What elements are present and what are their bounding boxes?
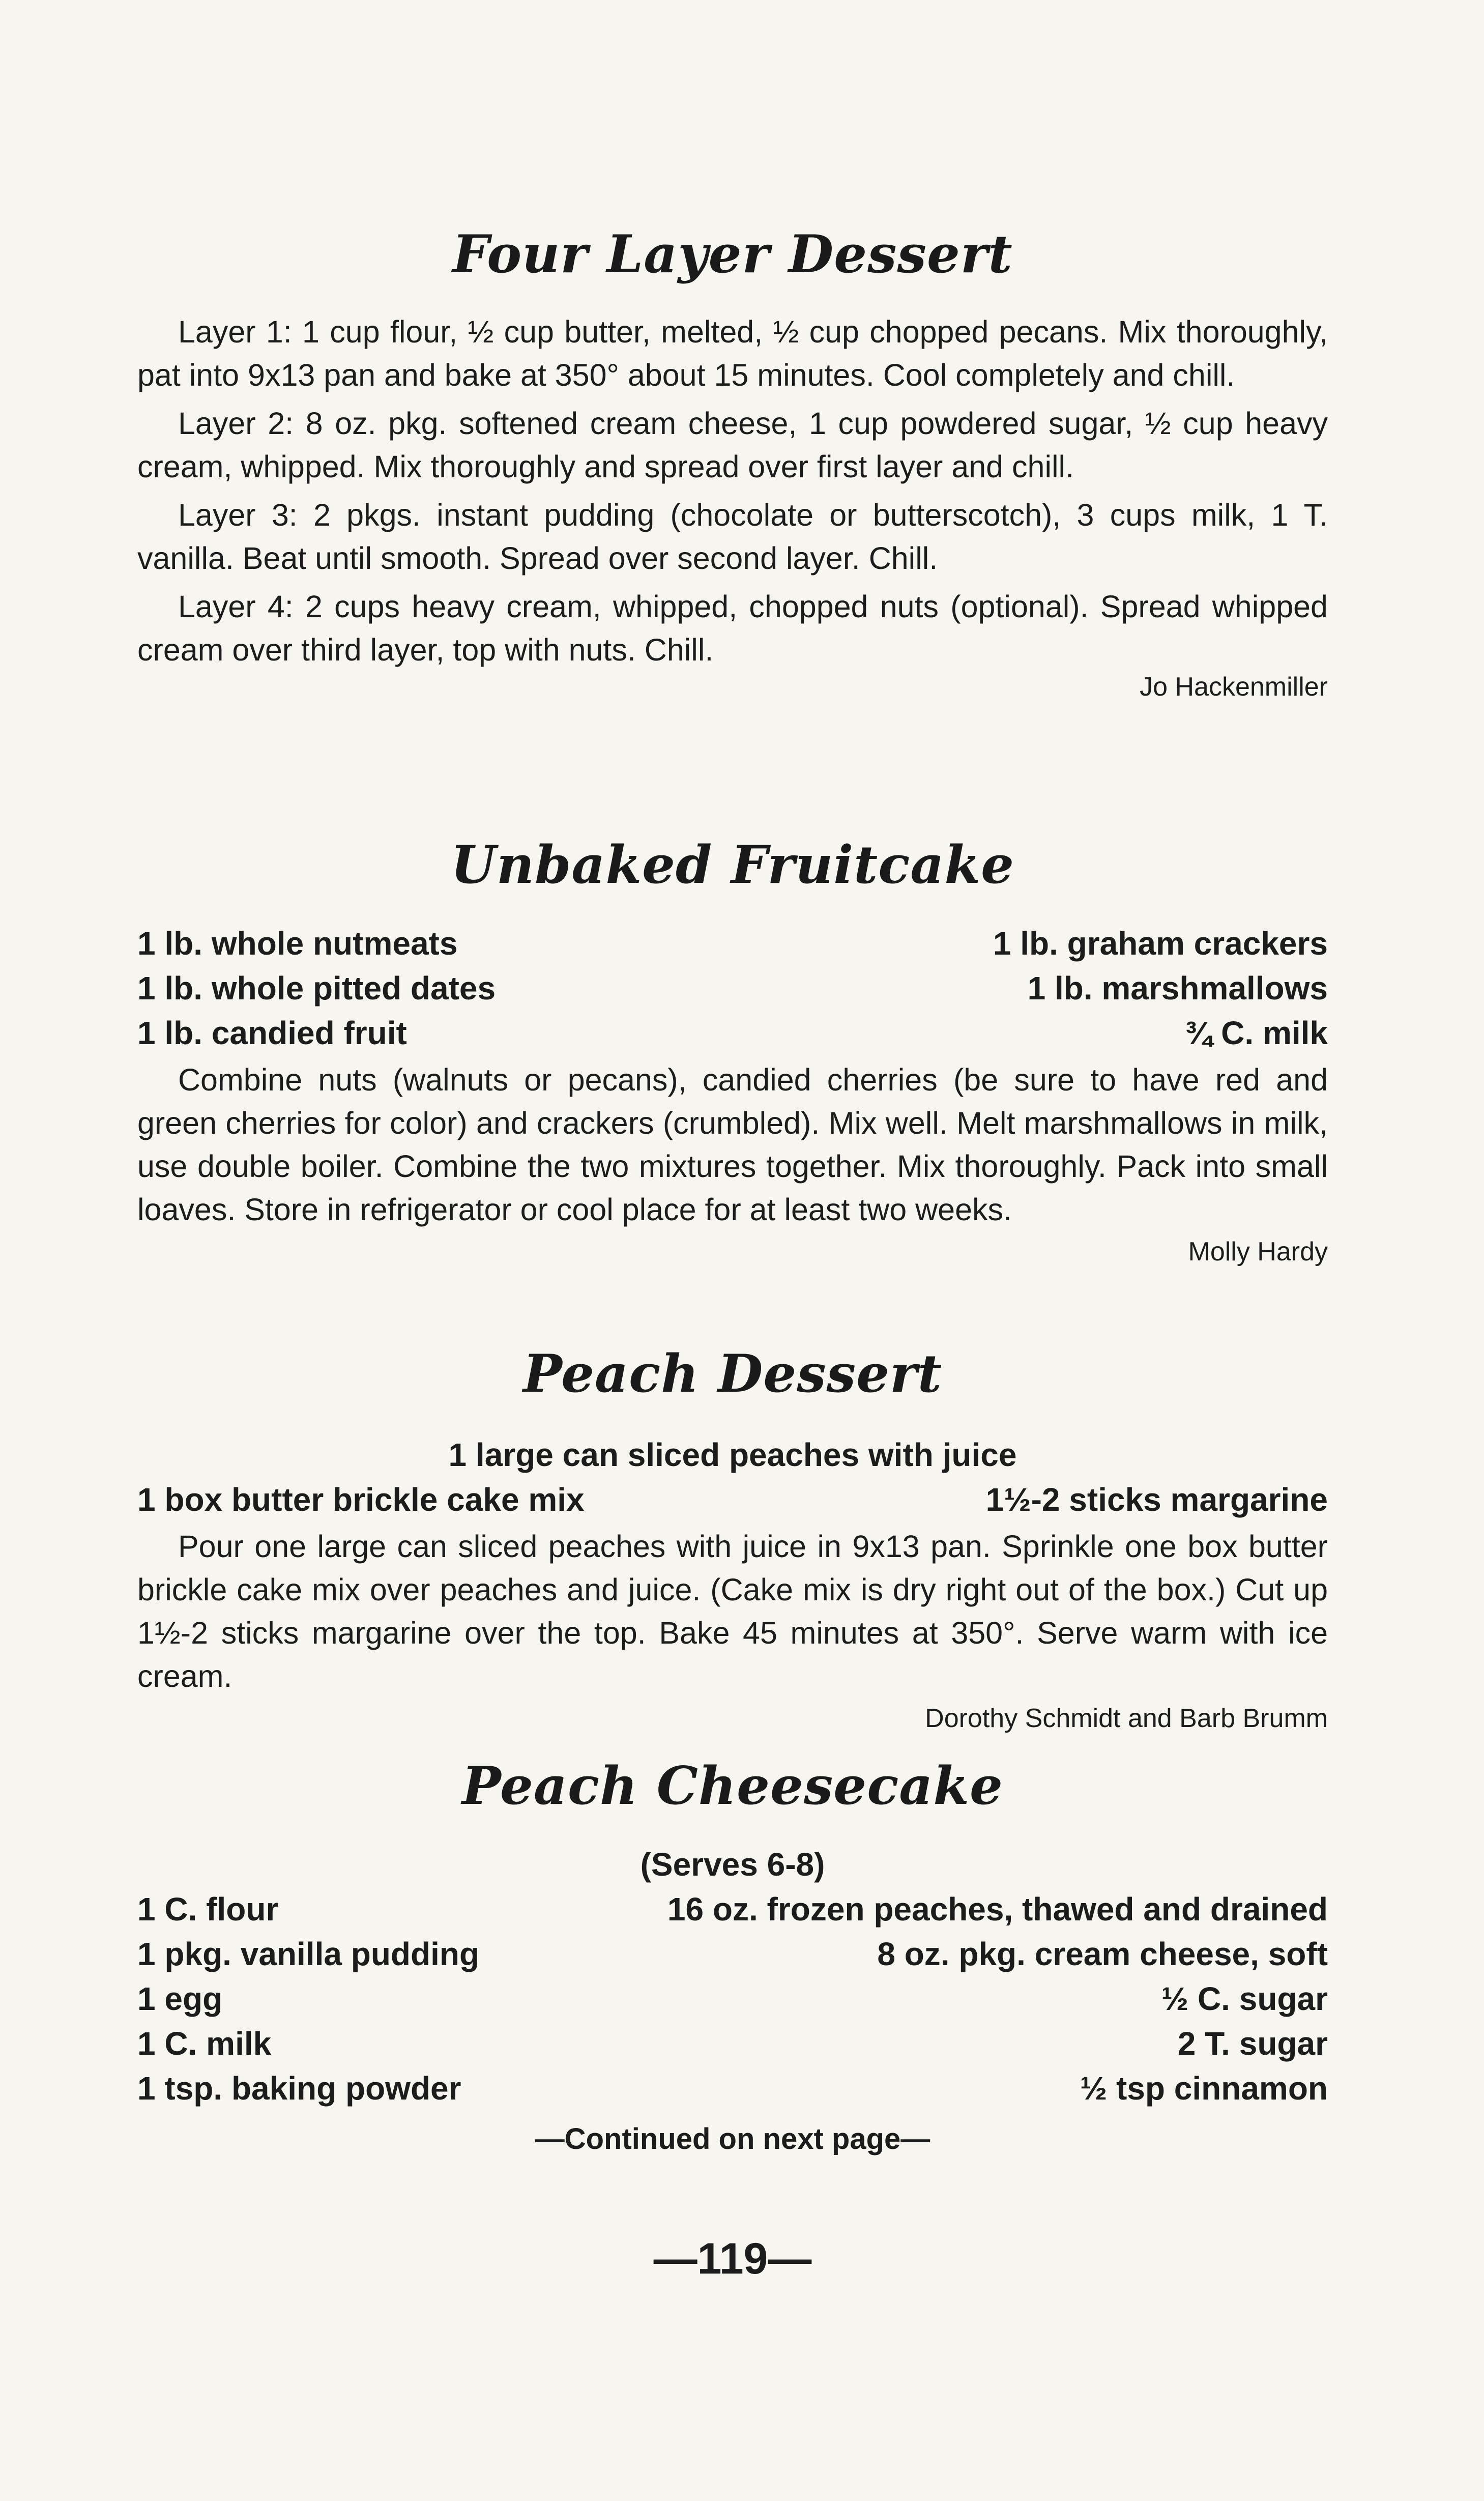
directions-unbaked-fruitcake: Combine nuts (walnuts or pecans), candied cherries (be sure to have red and green cherries for color) and crackers (crumbled). Mix well. Melt marshmallows in milk, use double boiler. Combine the two mixtures together. Mix thoroughly. Pack into small loaves. Store in refrigerator or cool place for at least two weeks. [137,1062,1328,1227]
page-number: —119— [653,2234,812,2283]
ingredient-left: 1 pkg. vanilla pudding [137,1936,480,1972]
ingredient-right: ½ tsp cinnamon [1080,2070,1328,2107]
layer-4-text: Layer 4: 2 cups heavy cream, whipped, chopped nuts (optional). Spread whipped cream over third layer, top with nuts. Chill. [137,589,1328,667]
layer-3-text: Layer 3: 2 pkgs. instant pudding (chocolate or butterscotch), 3 cups milk, 1 T. vanilla. Beat until smooth. Spread over second layer. Chill. [137,498,1328,576]
author-unbaked-fruitcake: Molly Hardy [1188,1237,1328,1267]
layer-1-text: Layer 1: 1 cup flour, ½ cup butter, melted, ½ cup chopped pecans. Mix thoroughly, pat into 9x13 pan and bake at 350° about 15 minutes. Cool completely and chill. [137,314,1328,392]
serves-note: (Serves 6-8) [640,1846,825,1883]
recipe-body-four-layer-dessert [137,310,1328,702]
ingredient-left: 1 lb. whole nutmeats [137,925,458,962]
ingredient-left: 1 lb. whole pitted dates [137,970,496,1007]
ingredient-row [137,1932,1328,1976]
ingredient-row [137,1887,1328,1932]
ingredient-row [137,1477,1328,1522]
recipe-title-four-layer-dessert: Four Layer Dessert [452,224,1013,285]
ingredient-left: 1 C. flour [137,1891,279,1928]
ingredient-centered: 1 large can sliced peaches with juice [448,1436,1017,1473]
ingredient-left: 1 box butter brickle cake mix [137,1481,585,1518]
ingredient-left: 1 C. milk [137,2025,272,2062]
ingredient-right: ½ C. sugar [1161,1980,1328,2017]
author-peach-dessert: Dorothy Schmidt and Barb Brumm [925,1704,1328,1733]
ingredient-row [137,921,1328,966]
ingredient-row [137,966,1328,1011]
ingredient-right: 8 oz. pkg. cream cheese, soft [877,1936,1328,1972]
ingredient-right: ¾ C. milk [1185,1015,1328,1051]
ingredient-right: 16 oz. frozen peaches, thawed and drained [667,1891,1328,1928]
continued-note: —Continued on next page— [535,2122,930,2155]
ingredient-left: 1 lb. candied fruit [137,1015,407,1051]
ingredient-row [137,1976,1328,2021]
recipe-title-unbaked-fruitcake: Unbaked Fruitcake [450,835,1015,896]
author-four-layer-dessert: Jo Hackenmiller [1140,672,1328,702]
ingredient-left: 1 egg [137,1980,223,2017]
recipe-body-peach-dessert [137,1432,1328,1734]
recipe-body-unbaked-fruitcake [137,921,1328,1267]
ingredient-right: 1½-2 sticks margarine [985,1481,1328,1518]
cookbook-page [137,0,1328,2501]
ingredient-row [137,1011,1328,1055]
ingredient-right: 2 T. sugar [1177,2025,1328,2062]
ingredient-right: 1 lb. graham crackers [993,925,1328,962]
recipe-title-peach-dessert: Peach Dessert [523,1343,942,1404]
ingredient-row [137,2021,1328,2066]
layer-2-text: Layer 2: 8 oz. pkg. softened cream cheese, 1 cup powdered sugar, ½ cup heavy cream, whipped. Mix thoroughly and spread over first layer and chill. [137,406,1328,484]
recipe-body-peach-cheesecake [137,1842,1328,2156]
ingredient-row [137,2066,1328,2111]
directions-peach-dessert: Pour one large can sliced peaches with juice in 9x13 pan. Sprinkle one box butter brickle cake mix over peaches and juice. (Cake mix is dry right out of the box.) Cut up 1½-2 sticks margarine over the top. Bake 45 minutes at 350°. Serve warm with ice cream. [137,1529,1328,1693]
recipe-title-peach-cheesecake: Peach Cheesecake [462,1756,1003,1817]
ingredient-right: 1 lb. marshmallows [1027,970,1328,1007]
ingredient-left: 1 tsp. baking powder [137,2070,461,2107]
